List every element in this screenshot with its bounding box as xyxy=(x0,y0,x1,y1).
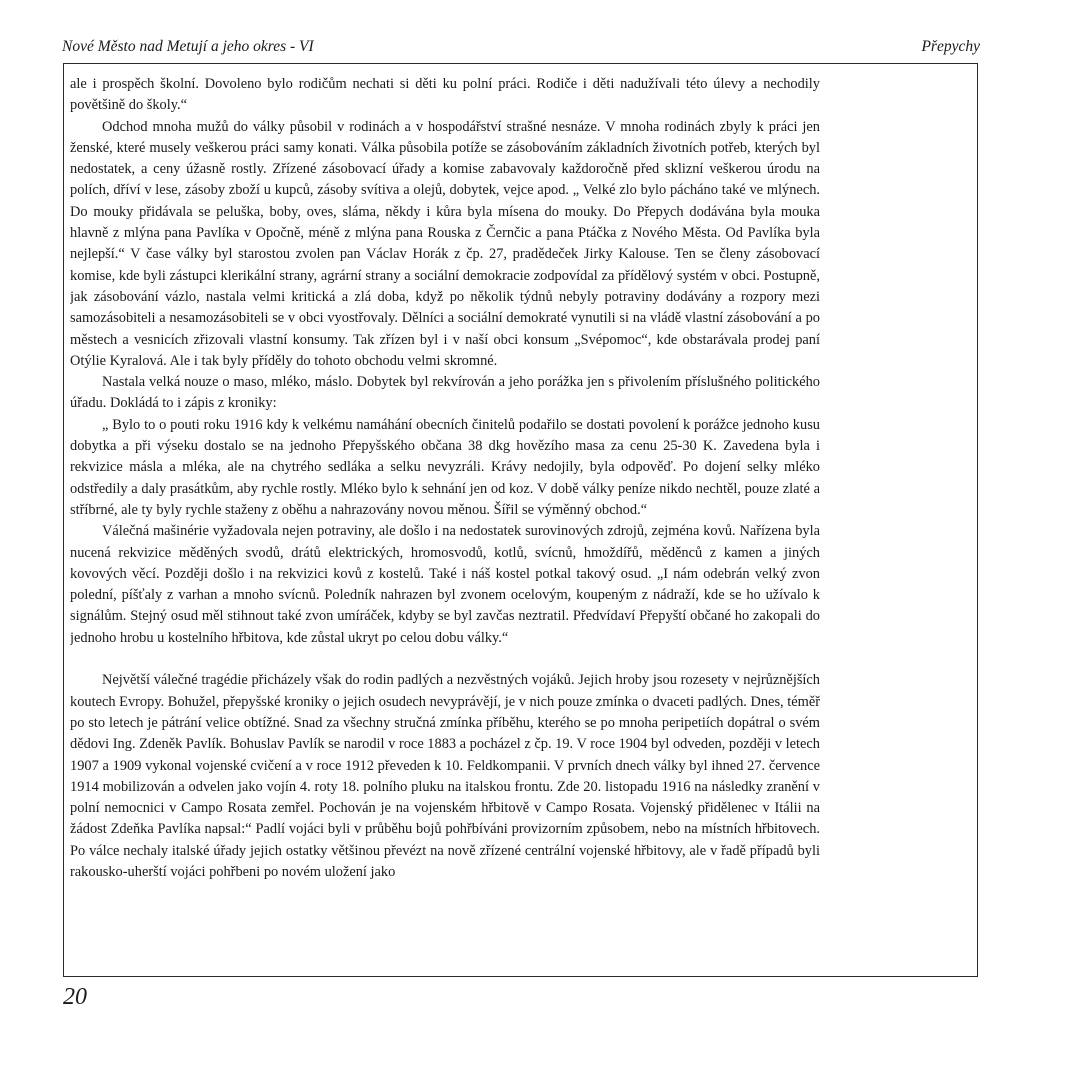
paragraph-5: Válečná mašinérie vyžadovala nejen potraviny, ale došlo i na nedostatek surovinových zdrojů, zejména kovů. Nařízena byla nucená rekvizice měděných svodů, drátů elektrických, hromosvodů, kotlů, svícnů, hmoždířů, měděnců z kamen a jiných kovových věcí. Později došlo i na rekvizici kovů z kostelů. Také i náš kostel potkal takový osud. „I nám odebrán velký zvon polední, píšťaly z varhan a mnoho svícnů. Poledník nahrazen byl zvonem ocelovým, koupeným z nádraží, kde se ho užívalo k signálům. Stejný osud měl stihnout také zvon umíráček, kdyby se byl zavčas neztratil. Předvídaví Přepyští občané ho zakopali do jednoho hrobu u kostelního hřbitova, kde zůstal ukryt po celou dobu války.“ xyxy=(70,523,820,646)
quote-paragraph: „ Bylo to o pouti roku 1916 kdy k velkému namáhání obecních činitelů podařilo se dostati povolení k porážce jednoho kusu dobytka a při výseku dostalo se na jednoho Přepyšského občana 38 dkg hovězího masa za cenu 25-30 K. Zavedena byla i rekvizice másla a mléka, ale na chytrého sedláka a selku nevyzráli. Krávy nedojily, byla odpověď. Po dojení selky mléko odstředily a daly prasátkům, aby rychle rostly. Mléko bylo k sehnání jen od koz. V době války peníze nikdo nechtěl, pouze zlaté a stříbrné, ale ty byly rychle staženy z oběhu a nahrazovány novou měnou. Šířil se výměnný obchod.“ xyxy=(70,416,820,518)
header-chapter-title: Přepychy xyxy=(921,38,980,55)
running-header xyxy=(62,38,980,62)
header-book-title: Nové Město nad Metují a jeho okres - VI xyxy=(62,38,314,55)
paragraph-2: Odchod mnoha mužů do války působil v rodinách a v hospodářství strašné nesnáze. V mnoha rodinách zbyly k práci jen ženské, které musely veškerou práci samy konati. Válka působila potíže se zásobováním základních životních potřeb, kterých byl nedostatek, a ceny úžasně rostly. Zřízené zásobovací úřady a komise zabavovaly každoročně před sklizní veškerou úrodu na polích, dříví v lese, zásoby zboží u kupců, zásoby svítiva a olejů, dobytek, vejce apod. „ Velké zlo bylo pácháno také ve mlýnech. Do mouky přidávala se peluška, boby, oves, sláma, někdy i kůra byla mísena do mouky. Do Přepych dodávána byla mouka hlavně z mlýna pana Pavlíka v Opočně, méně z mlýna pana Rouska z Černčic a pana Ptáčka z Nového Města. Od Pavlíka byla nejlepší.“ V čase války byl starostou zvolen pan Václav Horák z čp. 27, pradědeček Jirky Kalouse. Ten se členy zásobovací komise, kde byli zástupci klerikální strany, agrární strany a sociální demokracie zodpovídal za přídělový systém v obci. Postupně, jak zásobování vázlo, nastala velmi kritická a zlá doba, když po několik týdnů nebyly potraviny dodávány a rozpory mezi samozásobiteli a nesamozásobiteli se v obci vyostřovaly. Dělníci a sociální demokraté vynutili si na vládě vlastní zásobování a po městech a vesnicích zřizovali vlastní konsumy. Tak zřízen byl i v naší obci konsum „Svépomoc“, kde obstarávala prodej paní Otýlie Kyralová. Ale i tak byly příděly do tohoto obchodu velmi skromné. xyxy=(70,118,820,369)
paragraph-3: Nastala velká nouze o maso, mléko, máslo. Dobytek byl rekvírován a jeho porážka jen s přivolením příslušného politického úřadu. Dokládá to i zápis z kroniky: xyxy=(70,374,820,412)
page-number: 20 xyxy=(63,984,87,1010)
paragraph-6: Největší válečné tragédie přicházely však do rodin padlých a nezvěstných vojáků. Jejich hroby jsou rozesety v nejrůznějších koutech Evropy. Bohužel, přepyšské kroniky o jejich osudech nevyprávějí, je v nich pouze zmínka o dvaceti padlých. Dnes, téměř po sto letech je pátrání velice obtížné. Snad za všechny stručná zmínka příběhu, kterého se po mnoha peripetiích dopátral o svém dědovi Ing. Zdeněk Pavlík. Bohuslav Pavlík se narodil v roce 1883 a pocházel z čp. 19. V roce 1904 byl odveden, později v letech 1907 a 1909 vykonal vojenské cvičení a v roce 1912 převeden k 10. Feldkompanii. V prvních dnech války byl ihned 27. července 1914 mobilizován a odvelen jako vojín 4. roty 18. polního pluku na italskou frontu. Zde 20. listopadu 1916 na následky zranění v polní nemocnici v Campo Rosata zemřel. Pochován je na vojenském hřbitově v Campo Rosata. Vojenský přidělenec v Itálii na žádost Zdeňka Pavlíka napsal:“ Padlí vojáci byli v průběhu bojů pohřbíváni provizorním způsobem, nebo na místních hřbitovech. Po válce nechaly italské úřady jejich ostatky většinou převézt na nově zřízené centrální vojenské hřbitovy, ale v řadě případů byli rakousko-uherští vojáci pohřbeni po novém uložení jako xyxy=(70,672,820,880)
paragraph-1: ale i prospěch školní. Dovoleno bylo rodičům nechati si děti ku polní práci. Rodiče i děti nadužívali této úlevy a nechodily povětšině do školy.“ xyxy=(70,76,820,114)
body-text xyxy=(70,74,820,974)
